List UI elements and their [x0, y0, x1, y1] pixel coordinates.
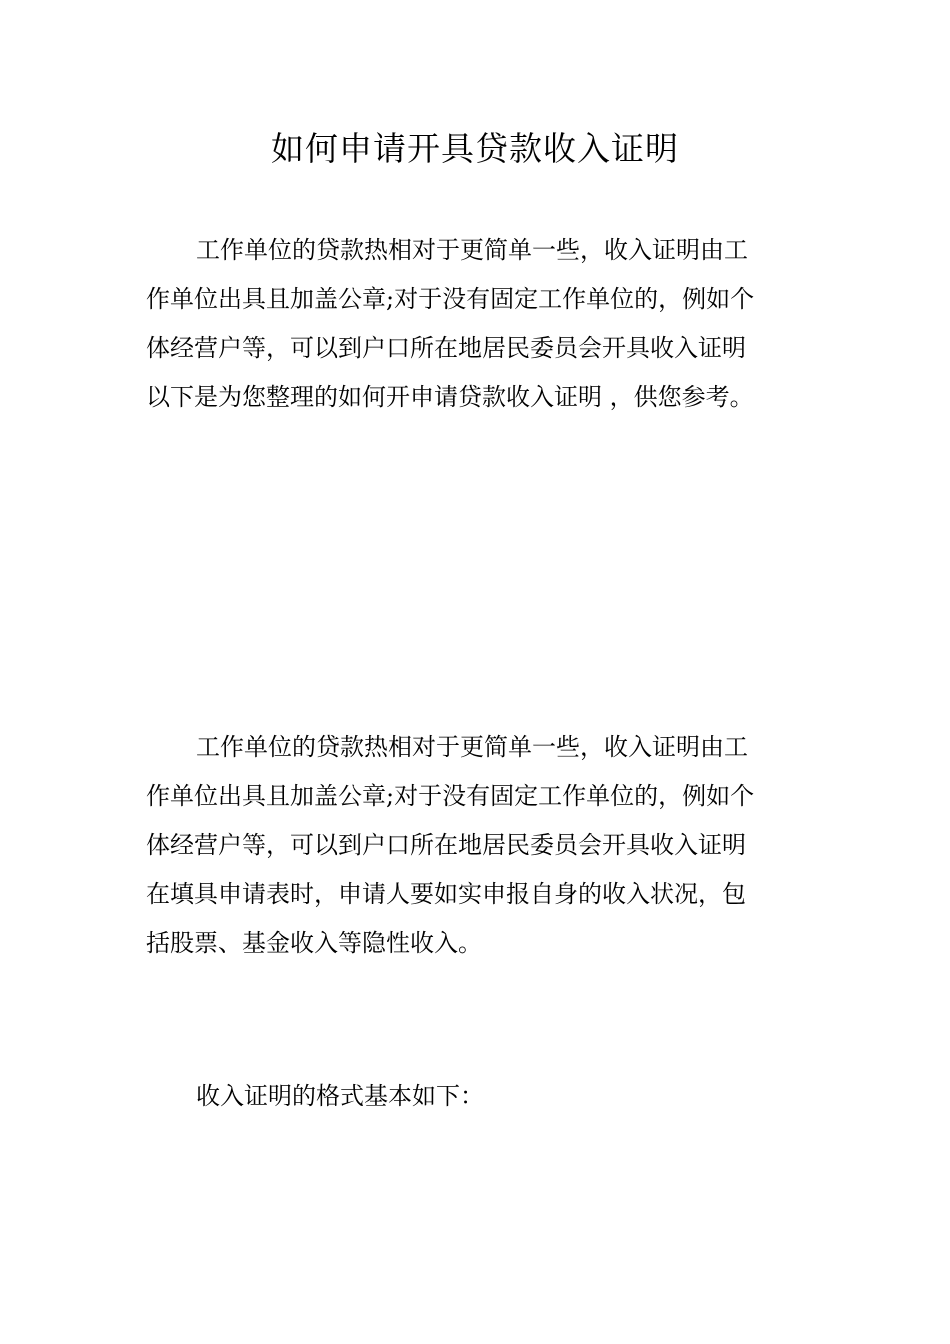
- paragraph-line: 体经营户等，可以到户口所在地居民委员会开具收入证明: [146, 334, 746, 362]
- paragraph-3: [146, 1072, 806, 1121]
- paragraph-2: [146, 723, 806, 968]
- paragraph-line: 工作单位的贷款热相对于更简单一些，收入证明由工: [196, 236, 748, 264]
- document-title: 如何申请开具贷款收入证明: [271, 129, 679, 168]
- paragraph-1: [146, 226, 806, 422]
- paragraph-line: 作单位出具且加盖公章;对于没有固定工作单位的，例如个: [146, 285, 755, 313]
- paragraph-line: 收入证明的格式基本如下：: [196, 1082, 484, 1110]
- paragraph-line: 在填具申请表时，申请人要如实申报自身的收入状况，包: [146, 880, 746, 908]
- paragraph-line: 括股票、基金收入等隐性收入。: [146, 929, 482, 957]
- paragraph-line: 以下是为您整理的如何开申请贷款收入证明 ，供您参考。: [146, 383, 754, 411]
- paragraph-line: 作单位出具且加盖公章;对于没有固定工作单位的，例如个: [146, 782, 755, 810]
- paragraph-line: 体经营户等，可以到户口所在地居民委员会开具收入证明: [146, 831, 746, 859]
- paragraph-line: 工作单位的贷款热相对于更简单一些，收入证明由工: [196, 733, 748, 761]
